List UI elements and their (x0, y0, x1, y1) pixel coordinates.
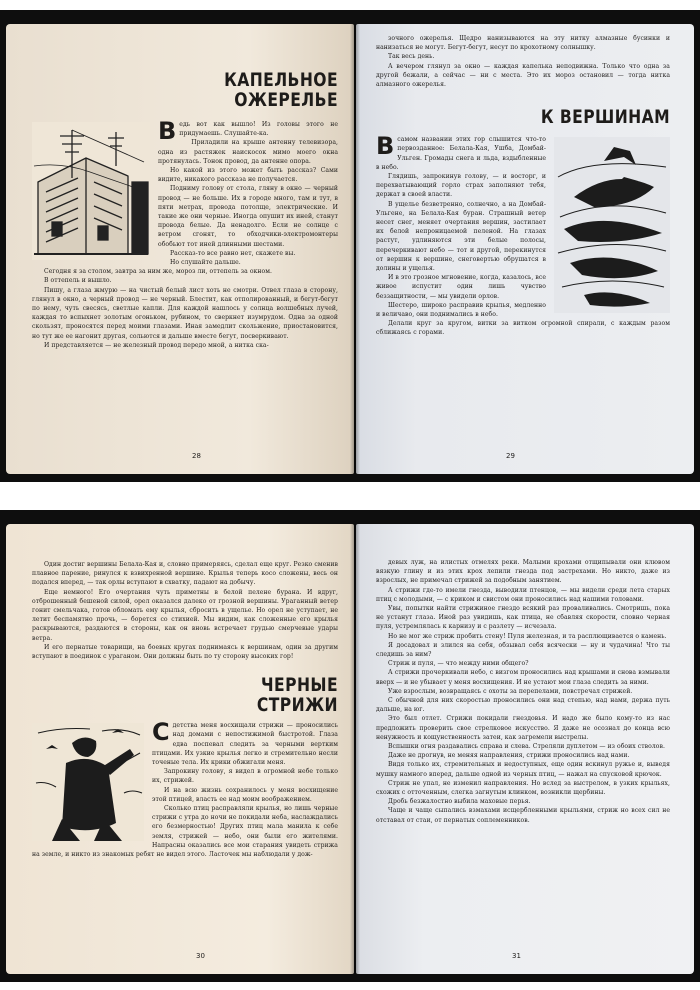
paragraph: Уже взрослым, возвращаясь с охоты за перепелами, повстречал стрижей. (388, 687, 633, 695)
paragraph: И его пернатые товарищи, на боевых кругах поднимаясь к вершинам, один за другим вступают в поединок с ураганом. Они должны быть по ту сторону высоких гор! (32, 643, 338, 661)
paragraph: Но какой из этого может быть рассказ? Сами видите, никакого рассказа не получается. (158, 167, 338, 184)
paragraph: Я досадовал и злился на себя, обзывал себя всячески — ну и чудачина! Что ты следишь за ним? (376, 641, 670, 659)
city-rooftop-illustration (32, 122, 150, 264)
paragraph: А вечером глянул за окно — каждая капелька неподвижна. Только что одна за другой бежали, а сейчас — ни с места. Это их мороз остановил — тогда нитка алмазного ожерелья. (376, 62, 670, 89)
title-line-1: КАПЕЛЬНОЕ (224, 69, 338, 91)
paragraph: Увы, попытки найти стрижиное гнездо всякий раз проваливались. Смотришь, пока не устанут глаза. Иной раз увидишь, как птица, не сбавляя скорости, словно черная пуля, устремлялась к карнизу и с разлету — исчезала. (376, 605, 670, 631)
paragraph: Дробь безжалостно выбила маховые перья. (388, 798, 531, 806)
paragraph: Делали круг за кругом, витки за витком огромной спирали, с каждым разом сближаясь с горами. (376, 320, 670, 337)
title-line-1: ЧЕРНЫЕ (261, 674, 338, 697)
paragraph: Запрокину голову, я видел в огромной небе только их, стрижей. (152, 768, 338, 785)
paragraph: И на всю жизнь сохранилось у меня восхищение этой птицей, власть ее над моим воображением. (152, 786, 338, 803)
paragraph: Один достиг вершины Белала-Кая и, словно примеряясь, сделал еще круг. Резко сменив плавное парение, ринулся к взвихренной вершине. Крылья теперь косо сложены, весь он подался вперед, — так орлы вступают в схватку, падают на добычу. (32, 561, 338, 587)
paragraph: Так весь день. (388, 53, 435, 61)
paragraph: А стрижи где-то имели гнезда, выводили птенцов, — мы видели среди лета старых птиц с молодыми, — с криком и свистом они проносились над нашими головами. (376, 586, 670, 603)
paragraph: Рассказ-то все равно нет, скажете вы. (170, 249, 296, 257)
dropcap-letter: В (158, 117, 177, 145)
page-number: 30 (196, 952, 205, 960)
paragraph: Но слушайте дальше. (170, 259, 241, 267)
paragraph: Глядишь, запрокинув голову, — и восторг, и перехватывающий горло страх заполняют тебя, держат в своей власти. (376, 173, 546, 199)
book-gutter (350, 24, 360, 474)
page-number: 29 (506, 452, 515, 460)
paragraph: Еще немного! Его очертания чуть приметны в белой пелене бурана. И вдруг, отброшенный бешеной силой, орел оказался далеко от грозной вершины. Ураганный ветер гонит смельчака, готов обломать ему крылья, сбросить в ущелье. Но орел не уступает, не летит беспамятно прочь, — борется со стихией. Мы видим, как сложенные его крылья раскрываются, раздаются в стороны, как он вновь встречает грудью смерчевые удары ветра. (32, 588, 338, 642)
paragraph: Но не мог же стриж пробить стену! Пуля железная, и та расплющивается о камень. (388, 632, 667, 640)
paragraph: самом названии этих гор слышится что-то первозданное: Белала-Кая, Ушба, Домбай-Ульген. Громады снега и льда, вздыбленные в небо. (376, 136, 546, 171)
eagles-storm-illustration (554, 137, 670, 317)
page-number: 28 (192, 452, 201, 460)
paragraph: детства меня восхищали стрижи — проносились над домами с непостижимой быстротой. Глаза едва поспевал следить за черными вертким птицами. Их узкие крылья легко и стремительно несли точеные тела. Их крики обжигали меня. (152, 722, 338, 767)
story-title-chernye-strizhi (32, 675, 338, 715)
title-line-2: ОЖЕРЕЛЬЕ (234, 89, 338, 111)
top-margin (376, 534, 670, 558)
paragraph: С обычной для них скоростью проносились они над степью, над нами, держа путь дальше, на юг. (376, 697, 670, 714)
paragraph: Пишу, а глаза жмурю — на чистый белый лист хоть не смотри. Отвел глаза в сторону, глянул в окно, а черный провод — не черный. Блестит, как отполированный, и бегут-бегут по нему, чуть свесясь, светлые капли. Для каждой нашлось у солнца волшебных лучей, каждая то вспыхнет золотым огоньком, рубином, то сверкнет изумрудом. Одна за одной скользят, проносятся перед моими глазами. Иная замедлит скольжение, приостановится, но тут же ее нагонит другая, сольются и дальше вместе бегут, посверкивают. (32, 286, 338, 340)
top-margin (32, 534, 338, 560)
story-title-kapelnoe (32, 70, 338, 110)
page-28 (6, 24, 354, 474)
paragraph: В оттепель и вышло. (44, 277, 112, 285)
paragraph: Чаще и чаще сыпались взмахами исщербленными крыльями, стриж но всех сил не отставал от стаи, от пернатых соплеменников. (376, 807, 670, 824)
paragraph: И в это грозное мгновение, когда, казалось, все живое испустит один лишь чувство беззащитности, — мы увидели орлов. (376, 274, 546, 300)
title-line-2: СТРИЖИ (256, 694, 338, 717)
book-spread-bottom (0, 510, 700, 982)
paragraph: Это был отлет. Стрижи покидали гнездовья. И надо же было кому-то из нас предложить проверить свое стрелковое искусство. Я даже не осознал до конца всю ненужность и кощунственность затеи, как загремели выстрелы. (376, 715, 670, 741)
page-number: 31 (512, 952, 521, 960)
book-spread-top (0, 10, 700, 482)
dropcap-letter: В (376, 132, 395, 161)
paragraph: Шестеро, широко расправив крылья, медленно и величаво, они поднимались в небо. (376, 301, 546, 319)
page-30 (6, 524, 354, 974)
book-gutter (350, 524, 360, 974)
paragraph: Подниму голову от стола, гляну в окно — черный провод — не больше. Их в городе много, там и тут, в пяти метрах, провода потолще, электрические. И такие же они черные. Иногда опушит их иней, станут провода белые. Да ненадолго. Если не солнце с ветром сгонят, то обходчики-электромонтеры обобьют тот иней длинными шестами. (158, 185, 338, 248)
paragraph: Сегодня я за столом, завтра за ним же, мороз ли, оттепель за окном. (44, 268, 272, 276)
paragraph: Даже не дрогнув, не меняя направления, стрижи проносились над нами. (388, 752, 630, 760)
page-31 (356, 524, 694, 974)
paragraph: едь вот как вышло! Из головы этого не придумаешь. Слушайте-ка. (179, 121, 338, 138)
story-title-k-vershinam: К ВЕРШИНАМ (540, 106, 670, 129)
hunter-illustration (32, 723, 144, 845)
paragraph: зочного ожерелья. Щедро нанизываются на эту нитку алмазные бусинки и нанизаться не могут. Бегут-бегут, несут по крохотному солнышку. (376, 35, 670, 52)
page-29 (356, 24, 694, 474)
paragraph: И представляется — не железный провод передо мной, а нитка ска- (44, 341, 269, 349)
paragraph: Видя только их, стремительных и недоступных, еще один вскинул ружье и, выведя мушку намного вперед, дальше одной из черных птиц, — нажал на спусковой крючок. (376, 761, 670, 778)
paragraph: Стриж и пуля, — что между ними общего? (388, 660, 529, 668)
paragraph: Вспышки огня раздавались справа и слева. Стреляли дуплетом — из обоих стволов. (388, 743, 665, 751)
paragraph: Приладили на крыше антенну телевизора, одна из растяжек наискосок мимо моего окна протянулась. Тонок провод, да антенне опора. (158, 139, 338, 165)
dropcap-letter: С (152, 718, 170, 747)
paragraph: В ущелье безветренно, солнечно, а на Домбай-Ульгене, на Белала-Кая буран. Страшный ветер несет снег, меняет очертания вершин, застилает их белой непроницаемой пеленой. На глазах растут, удлиняются эти белые полосы, перечеркивают небо — тот и другой, перекинутся от вершин к вершине, снеговертью обрушатся в долины и ущелья. (376, 200, 546, 273)
paragraph: Стриж не упал, не изменил направления. Но вслед за выстрелом, в узких крыльях, схожих с отточенным, слегка загнутым клинком, возникли щербины. (376, 779, 670, 797)
paragraph: А стрижи прочеркивали небо, с визгом проносились над крышами и снова взмывали вверх — и не убывает у меня восхищения. И не устают мои глаза следить за ними. (376, 669, 670, 686)
paragraph: Сколько птиц расправляли крылья, но лишь черные стрижи с утра до ночи не покидали неба, наслаждались его безмерностью! Других птиц мала манила к себе земля, стрижей — небо, они были его жителями. Напрасны оказались все мои старания увидеть стрижа на земле, и никто из знакомых ребят не видел этого. Ласточек мы наблюдали у дож- (32, 805, 338, 859)
paragraph: девых луж, на илистых отмелях реки. Малыми крохами отщипывали они клювом вязкую глину и из этих крох лепили гнезда под застрехами. Но никто, даже из взрослых, не примечал стрижей за подобным занятием. (376, 559, 670, 585)
